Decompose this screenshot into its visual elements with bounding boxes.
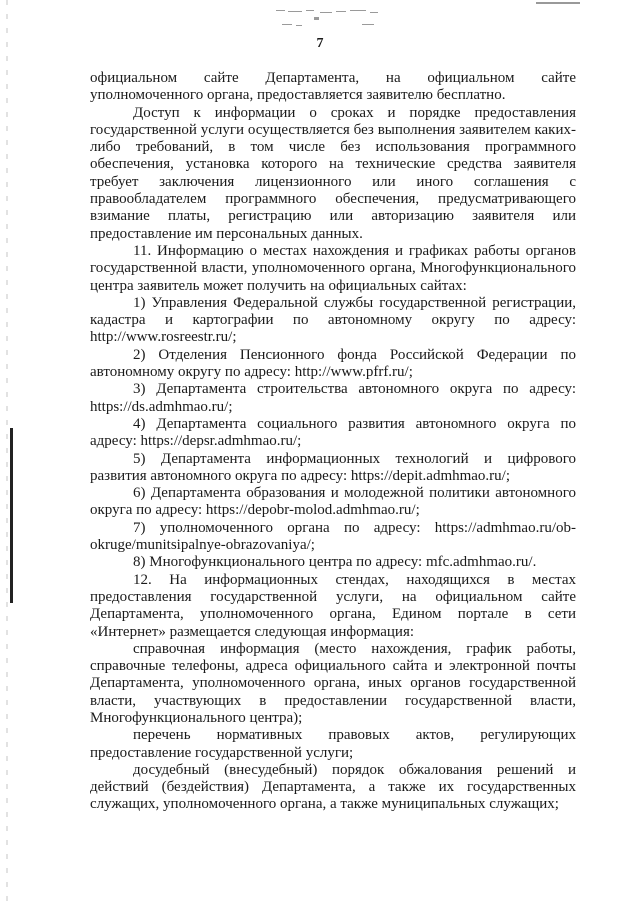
paragraph: досудебный (внесудебный) порядок обжалования решений и действий (бездействия) Департамента, а также их государственных служащих, уполномоченного органа, а также муниципальных служащих; — [90, 761, 576, 813]
paragraph: Доступ к информации о сроках и порядке предоставления государственной услуги осуществляется без выполнения заявителем каких-либо требований, в том числе без использования программного обеспечения, установка которого на технические средства заявителя требует заключения лицензионного или иного соглашения с правообладателем программного обеспечения, предусматривающего взимание платы, регистрацию или авторизацию заявителя или предоставление им персональных данных. — [90, 104, 576, 242]
scan-header-noise — [270, 6, 390, 32]
list-item: 7) уполномоченного органа по адресу: https://admhmao.ru/ob-okruge/munitsipalnye-obrazovaniya/; — [90, 519, 576, 554]
document-body — [90, 70, 576, 814]
list-item: 2) Отделения Пенсионного фонда Российской Федерации по автономному округу по адресу: http://www.pfrf.ru/; — [90, 346, 576, 381]
paragraph: справочная информация (место нахождения, график работы, справочные телефоны, адреса официального сайта и электронной почты Департамента, уполномоченного органа, иных органов государственной власти, участвующих в предоставлении государственной власти, Многофункционального центра); — [90, 640, 576, 726]
paragraph-item-11: 11. Информацию о местах нахождения и графиках работы органов государственной власти, уполномоченного органа, Многофункционального центра заявитель может получить на официальных сайтах: — [90, 242, 576, 294]
paragraph: официальном сайте Департамента, на официальном сайте уполномоченного органа, предоставляется заявителю бесплатно. — [90, 70, 576, 104]
paragraph-item-12: 12. На информационных стендах, находящихся в местах предоставления государственной услуги, на официальном сайте Департамента, уполномоченного органа, Едином портале в сети «Интернет» размещается следующая информация: — [90, 571, 576, 640]
list-item: 4) Департамента социального развития автономного округа по адресу: https://depsr.admhmao.ru/; — [90, 415, 576, 450]
scan-margin-bar — [10, 428, 13, 603]
list-item: 3) Департамента строительства автономного округа по адресу: https://ds.admhmao.ru/; — [90, 381, 576, 415]
paragraph: перечень нормативных правовых актов, регулирующих предоставление государственной услуги; — [90, 727, 576, 761]
list-item: 5) Департамента информационных технологий и цифрового развития автономного округа по адресу: https://depit.admhmao.ru/; — [90, 450, 576, 484]
list-item: 1) Управления Федеральной службы государственной регистрации, кадастра и картографии по автономному округу по адресу: http://www.rosreestr.ru/; — [90, 294, 576, 346]
list-item: 8) Многофункционального центра по адресу: mfc.admhmao.ru/. — [133, 554, 537, 571]
page-number: 7 — [316, 36, 324, 51]
list-item: 6) Департамента образования и молодежной политики автономного округа по адресу: https://depobr-molod.admhmao.ru/; — [90, 485, 576, 519]
scan-corner-mark — [536, 2, 580, 4]
scan-left-edge — [6, 0, 8, 905]
